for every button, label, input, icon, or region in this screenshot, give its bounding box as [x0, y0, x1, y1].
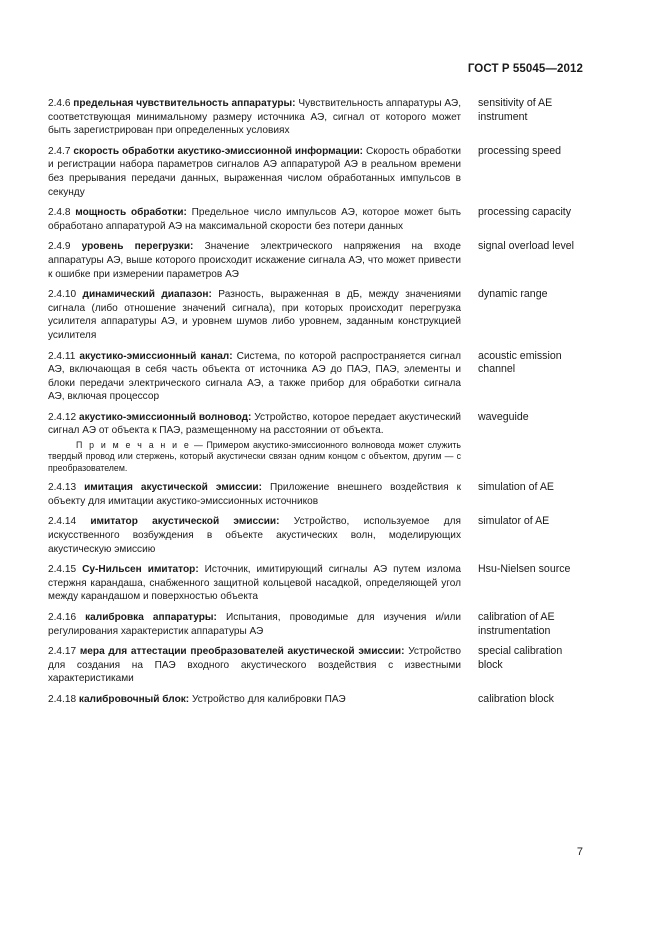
term-entry-2-4-14 [48, 515, 588, 556]
term-entry-2-4-16 [48, 611, 588, 638]
term-definition-ru [48, 206, 461, 233]
term-number: 2.4.7 [48, 145, 71, 157]
terms-list [48, 97, 588, 714]
term-entry-2-4-6 [48, 97, 588, 138]
term-name: уровень перегрузки: [81, 241, 194, 253]
term-english: signal overload level [478, 240, 574, 253]
term-number: 2.4.12 [48, 411, 77, 423]
term-name: Су-Нильсен имитатор: [82, 564, 199, 576]
term-definition-ru [48, 515, 461, 556]
term-name: калибровка аппаратуры: [85, 612, 217, 624]
term-english: special calibration block [478, 645, 563, 671]
term-name: акустико-эмиссионный канал: [79, 350, 233, 362]
term-definition-ru [48, 693, 461, 707]
term-number: 2.4.16 [48, 612, 77, 624]
term-text: Устройство для создания на ПАЭ входного акустического воздействия с известными характеристиками [48, 646, 461, 685]
term-text: Система, по которой распространяется сигнал АЭ, включающая в себя часть объекта от источника АЭ до ПАЭ, ПАЭ, элементы и блоки передачи электрического сигнала АЭ, а также прибор для обработки сигнала АЭ, включая процессор [48, 350, 462, 403]
term-definition-ru [48, 611, 461, 638]
document-code: ГОСТ Р 55045—2012 [467, 63, 583, 75]
term-number: 2.4.8 [48, 207, 71, 219]
term-name: мера для аттестации преобразователей акустической эмиссии: [79, 646, 405, 658]
term-text: Предельное число импульсов АЭ, которое может быть обработано аппаратурой АЭ на максимальной скорости без потери данных [48, 207, 461, 232]
term-number: 2.4.18 [48, 694, 77, 705]
term-entry-2-4-9 [48, 240, 588, 281]
note-text: — Примером акустико-эмиссионного волновода может служить твердый провод или стержень, который акустически связан одним концом с объектом, другим — с преобразователем. [48, 440, 462, 473]
term-definition-ru [48, 288, 461, 342]
term-entry-2-4-10 [48, 288, 588, 342]
term-definition-ru [48, 563, 461, 604]
term-text: Чувствительность аппаратуры АЭ, соответствующая минимальному размеру источника АЭ, сигнал от которого может быть зарегистрирован при определенных условиях [48, 98, 461, 137]
term-english: Hsu-Nielsen source [478, 563, 571, 576]
term-definition-ru [48, 645, 461, 686]
term-name: имитация акустической эмиссии: [84, 482, 262, 494]
term-definition-ru [48, 481, 461, 508]
term-definition-ru [48, 145, 461, 199]
term-text: Устройство, используемое для искусственного возбуждения в объекте акустических волн, моделирующих акустическую эмиссию [48, 516, 461, 555]
term-english: waveguide [478, 410, 529, 423]
term-entry-2-4-11 [48, 350, 588, 404]
term-name: скорость обработки акустико-эмиссионной информации: [73, 145, 364, 157]
term-entry-2-4-17 [48, 645, 588, 686]
term-name: акустико-эмиссионный волновод: [78, 411, 252, 423]
note-label: П р и м е ч а н и е [76, 440, 191, 451]
term-number: 2.4.15 [48, 564, 77, 576]
term-number: 2.4.9 [48, 241, 71, 253]
term-text: Скорость обработки и регистрации набора параметров сигналов АЭ аппаратурой АЭ в реальном времени без прерывания передачи данных, выраженная числом обработанных импульсов в секунду [48, 145, 462, 198]
term-text: Значение электрического напряжения на входе аппаратуры АЭ, выше которого происходит искажение сигнала АЭ, что может привести к ошибке при измерении параметров АЭ [48, 241, 462, 280]
term-definition-ru [48, 411, 461, 474]
term-english: acoustic emission channel [478, 349, 562, 376]
term-english: processing capacity [478, 206, 572, 219]
term-entry-2-4-12 [48, 411, 588, 474]
term-english: simulator of AE [478, 515, 550, 528]
term-number: 2.4.17 [48, 646, 77, 658]
term-number: 2.4.10 [48, 289, 77, 301]
term-number: 2.4.13 [48, 482, 77, 494]
term-definition-ru [48, 97, 461, 138]
term-entry-2-4-18 [48, 693, 588, 707]
term-english: simulation of AE [478, 481, 554, 494]
term-name: предельная чувствительность аппаратуры: [73, 98, 296, 109]
term-text: Устройство, которое передает акустический сигнал АЭ от объекта к ПАЭ, размещенному на расстоянии от объекта. [48, 411, 461, 437]
term-name: калибровочный блок: [78, 694, 190, 705]
term-note [48, 440, 461, 474]
term-text: Источник, имитирующий сигналы АЭ путем излома стержня карандаша, снабженного защитной кольцевой насадкой, определяющей угол между карандашом и поверхностью объекта [48, 564, 461, 603]
term-definition-ru [48, 240, 461, 281]
term-english: sensitivity of AE instrument [478, 97, 553, 123]
term-entry-2-4-7 [48, 145, 588, 199]
term-name: динамический диапазон: [82, 289, 212, 301]
term-entry-2-4-8 [48, 206, 588, 233]
term-text: Разность, выраженная в дБ, между значениями сигнала (либо отношение значений сигнала), при которых происходит перегрузка усилителя аппаратуры АЭ, и уровнем шумов либо уровнем, заданным конструкцией усилителя [48, 289, 461, 341]
term-english: dynamic range [478, 288, 548, 301]
page-number: 7 [576, 846, 583, 858]
term-text: Испытания, проводимые для изучения и/или регулирования характеристик аппаратуры АЭ [48, 612, 462, 637]
term-text: Приложение внешнего воздействия к объекту для имитации акустико-эмиссионных источников [48, 482, 461, 507]
term-entry-2-4-15 [48, 563, 588, 604]
term-name: имитатор акустической эмиссии: [90, 516, 280, 528]
term-english: calibration block [478, 693, 554, 705]
term-english: calibration of AE instrumentation [478, 611, 555, 637]
term-number: 2.4.6 [48, 98, 71, 109]
term-number: 2.4.14 [48, 516, 77, 528]
term-english: processing speed [478, 144, 562, 157]
term-text: Устройство для калибровки ПАЭ [191, 694, 346, 705]
term-name: мощность обработки: [75, 207, 187, 219]
term-entry-2-4-13 [48, 481, 588, 508]
term-definition-ru [48, 350, 461, 404]
term-number: 2.4.11 [48, 350, 76, 362]
